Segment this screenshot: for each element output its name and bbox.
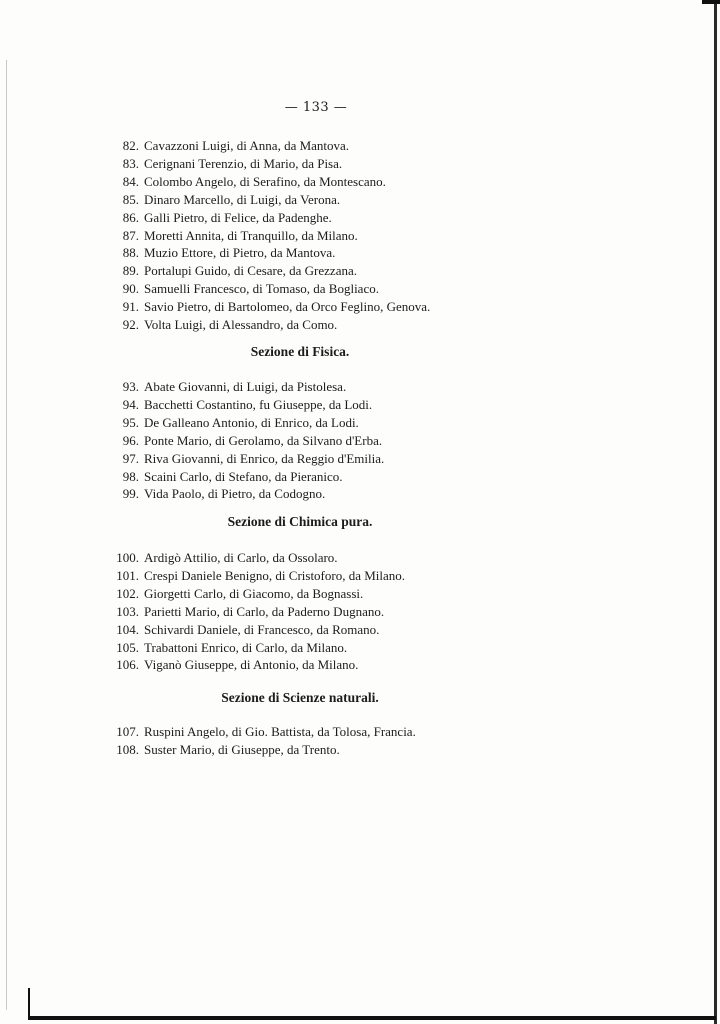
list-item — [108, 656, 528, 674]
entry-number: 92. — [122, 317, 139, 333]
entry-text: Viganò Giuseppe, di Antonio, da Milano. — [144, 657, 359, 673]
entry-text: Savio Pietro, di Bartolomeo, da Orco Feglino, Genova. — [144, 299, 431, 315]
list-item — [108, 585, 528, 603]
section-title-chimica: Sezione di Chimica pura. — [227, 514, 373, 529]
entry-number: 82. — [122, 138, 139, 153]
entry-number: 102. — [116, 585, 139, 601]
list-item — [108, 396, 528, 414]
list-item — [108, 280, 528, 298]
list-item — [108, 298, 528, 316]
list-item — [108, 450, 528, 468]
entry-text: Crespi Daniele Benigno, di Cristoforo, da Milano. — [144, 567, 406, 583]
entry-list-chimica — [108, 549, 528, 674]
entry-text: Scaini Carlo, di Stefano, da Pieranico. — [144, 468, 343, 484]
entry-number: 104. — [116, 621, 139, 637]
entry-text: Portalupi Guido, di Cesare, da Grezzana. — [144, 263, 357, 279]
entry-number: 106. — [116, 657, 139, 673]
list-item — [108, 155, 528, 173]
entry-text: Suster Mario, di Giuseppe, da Trento. — [144, 741, 340, 757]
list-item — [108, 173, 528, 191]
entry-text: Riva Giovanni, di Enrico, da Reggio d'Emilia. — [144, 450, 385, 466]
list-item — [108, 741, 528, 759]
entry-text: Muzio Ettore, di Pietro, da Mantova. — [144, 245, 336, 261]
entry-number: 83. — [122, 155, 139, 171]
page-right-edge — [714, 0, 717, 1024]
list-item — [108, 723, 528, 741]
entry-text: Dinaro Marcello, di Luigi, da Verona. — [144, 191, 341, 207]
entry-text: Galli Pietro, di Felice, da Padenghe. — [144, 209, 332, 225]
entry-number: 95. — [122, 414, 139, 430]
entry-text: Samuelli Francesco, di Tomaso, da Bogliaco. — [144, 281, 379, 297]
entry-number: 97. — [122, 450, 139, 466]
list-item — [108, 468, 528, 486]
list-item — [108, 639, 528, 657]
page-corner-mark — [702, 0, 720, 4]
entry-text: Colombo Angelo, di Serafino, da Montescano. — [144, 173, 386, 189]
entry-text: De Galleano Antonio, di Enrico, da Lodi. — [144, 414, 359, 430]
page-bottom-edge — [30, 1016, 716, 1020]
entry-text: Parietti Mario, di Carlo, da Paderno Dugnano. — [144, 603, 385, 619]
entry-list-general — [108, 137, 528, 334]
entry-number: 99. — [122, 486, 139, 502]
entry-text: Trabattoni Enrico, di Carlo, da Milano. — [144, 639, 348, 655]
entry-number: 91. — [122, 299, 139, 315]
entry-text: Ponte Mario, di Gerolamo, da Silvano d'Erba. — [144, 432, 383, 448]
section-title-scienze-naturali: Sezione di Scienze naturali. — [221, 690, 379, 705]
list-item — [108, 191, 528, 209]
entry-number: 105. — [116, 639, 139, 655]
entry-number: 107. — [116, 724, 139, 739]
entry-list-scienze-naturali — [108, 723, 528, 759]
list-item — [108, 432, 528, 450]
entry-number: 98. — [122, 468, 139, 484]
entry-text: Volta Luigi, di Alessandro, da Como. — [144, 317, 338, 333]
entry-text: Vida Paolo, di Pietro, da Codogno. — [144, 486, 326, 502]
entry-text: Cerignani Terenzio, di Mario, da Pisa. — [144, 155, 343, 171]
list-item — [108, 414, 528, 432]
list-item — [108, 209, 528, 227]
entry-text: Abate Giovanni, di Luigi, da Pistolesa. — [144, 379, 347, 394]
entry-number: 90. — [122, 281, 139, 297]
entry-number: 89. — [122, 263, 139, 279]
entry-text: Giorgetti Carlo, di Giacomo, da Bognassi. — [144, 585, 364, 601]
entry-text: Moretti Annita, di Tranquillo, da Milano. — [144, 227, 358, 243]
list-item — [108, 549, 528, 567]
entry-text: Ardigò Attilio, di Carlo, da Ossolaro. — [144, 550, 338, 565]
entry-number: 101. — [116, 567, 139, 583]
entry-text: Cavazzoni Luigi, di Anna, da Mantova. — [144, 138, 350, 153]
list-item — [108, 567, 528, 585]
list-item — [108, 621, 528, 639]
entry-number: 94. — [122, 396, 139, 412]
entry-number: 87. — [122, 227, 139, 243]
list-item — [108, 485, 528, 503]
entry-text: Bacchetti Costantino, fu Giuseppe, da Lodi. — [144, 396, 373, 412]
list-item — [108, 378, 528, 396]
entry-number: 85. — [122, 191, 139, 207]
entry-number: 96. — [122, 432, 139, 448]
list-item — [108, 137, 528, 155]
page-bottom-corner — [28, 988, 30, 1020]
page-left-edge — [6, 60, 7, 1010]
list-item — [108, 316, 528, 334]
list-item — [108, 262, 528, 280]
list-item — [108, 227, 528, 245]
entry-text: Schivardi Daniele, di Francesco, da Romano. — [144, 621, 380, 637]
entry-list-fisica — [108, 378, 528, 503]
list-item — [108, 603, 528, 621]
entry-number: 86. — [122, 209, 139, 225]
entry-number: 84. — [122, 173, 139, 189]
entry-number: 93. — [122, 379, 139, 394]
section-title-fisica: Sezione di Fisica. — [250, 344, 350, 359]
entry-number: 100. — [116, 550, 139, 565]
list-item — [108, 244, 528, 262]
entry-number: 108. — [116, 741, 139, 757]
page-number: — 133 — — [284, 100, 348, 115]
entry-number: 88. — [122, 245, 139, 261]
entry-text: Ruspini Angelo, di Gio. Battista, da Tolosa, Francia. — [144, 724, 416, 739]
entry-number: 103. — [116, 603, 139, 619]
